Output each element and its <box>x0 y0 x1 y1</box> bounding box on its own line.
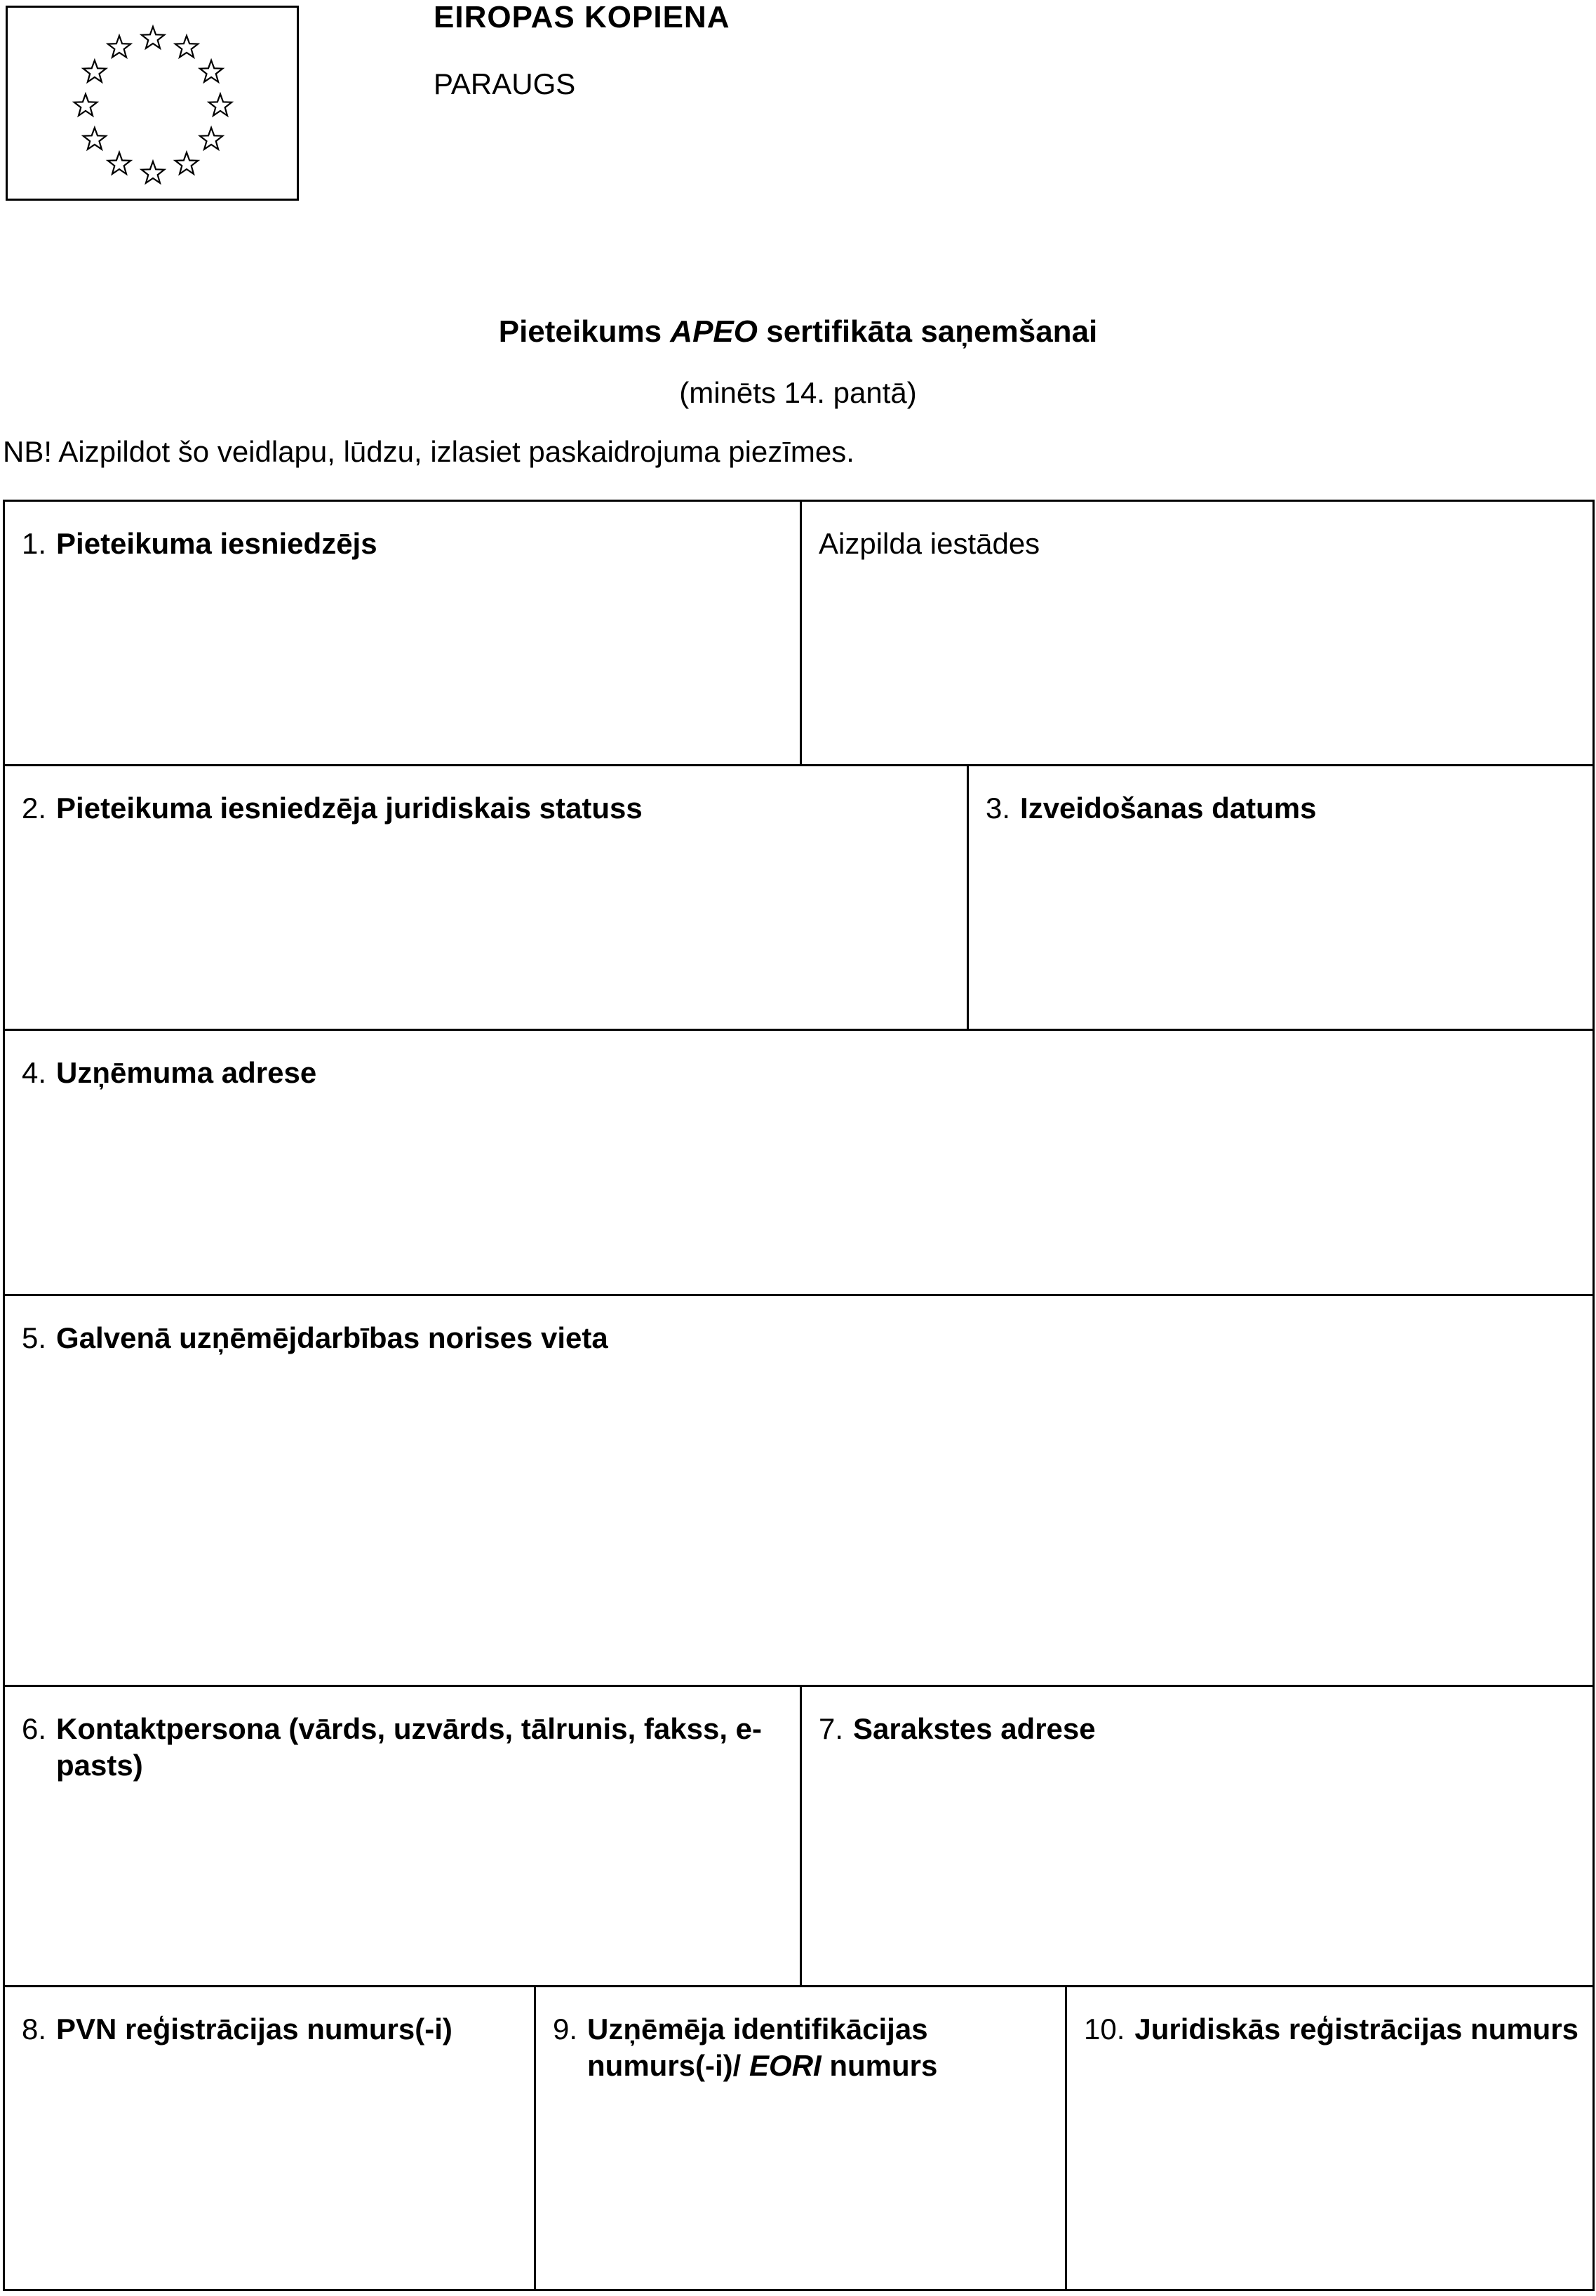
box-5-label: Galvenā uzņēmējdarbības norises vieta <box>56 1321 608 1354</box>
box-4-label: Uzņēmuma adrese <box>56 1056 317 1089</box>
star-icon <box>83 128 106 149</box>
star-icon <box>175 152 198 174</box>
box-7-label: Sarakstes adrese <box>853 1712 1096 1745</box>
box-10-label: Juridiskās reģistrācijas numurs <box>1134 2013 1579 2045</box>
box-3-label: Izveidošanas datums <box>1020 792 1317 825</box>
box-9-label: Uzņēmēja identifikācijas numurs(-i)/ EORI numurs <box>587 2013 938 2082</box>
box-authority-use <box>800 500 1595 766</box>
box-6-contact-person[interactable]: 6. Kontaktpersona (vārds, uzvārds, tālrunis, fakss, e-pasts) <box>3 1685 802 1987</box>
box-1-label: Pieteikuma iesniedzējs <box>56 527 377 560</box>
box-7-correspondence-address[interactable]: 7. Sarakstes adrese <box>800 1685 1595 1987</box>
star-icon <box>142 27 164 48</box>
eori-acronym: EORI <box>749 2049 822 2082</box>
box-2-label: Pieteikuma iesniedzēja juridiskais statuss <box>56 792 643 825</box>
box-8-label: PVN reģistrācijas numurs(-i) <box>56 2013 452 2045</box>
box-8-vat-number[interactable]: 8. PVN reģistrācijas numurs(-i) <box>3 1985 536 2291</box>
eu-flag <box>6 6 299 201</box>
star-icon <box>83 60 106 82</box>
star-icon <box>74 94 97 116</box>
eu-stars-flag-icon <box>8 8 297 199</box>
form-title: Pieteikums APEO sertifikāta saņemšanai <box>498 314 1098 349</box>
star-icon <box>209 94 232 116</box>
star-icon <box>142 161 164 183</box>
box-5-main-place-of-business[interactable]: 5. Galvenā uzņēmējdarbības norises vieta <box>3 1294 1595 1687</box>
authority-label: Aizpilda iestādes <box>819 527 1040 560</box>
form-subtitle: (minēts 14. pantā) <box>679 376 917 409</box>
star-icon <box>108 36 130 58</box>
box-1-applicant[interactable]: 1. Pieteikuma iesniedzējs <box>3 500 802 766</box>
box-2-legal-status[interactable]: 2. Pieteikuma iesniedzēja juridiskais statuss <box>3 764 969 1031</box>
title-acronym: APEO <box>670 314 758 349</box>
form-note: NB! Aizpildot šo veidlapu, lūdzu, izlasiet paskaidrojuma piezīmes. <box>3 435 854 468</box>
box-9-trader-id-number[interactable]: 9. Uzņēmēja identifikācijas numurs(-i)/ EORI numurs <box>534 1985 1067 2291</box>
star-icon <box>108 152 130 174</box>
star-icon <box>200 128 222 149</box>
star-icon <box>200 60 222 82</box>
issuer-title: EIROPAS KOPIENA <box>434 0 730 34</box>
box-6-label: Kontaktpersona (vārds, uzvārds, tālrunis, fakss, e-pasts) <box>56 1712 763 1782</box>
box-10-legal-registration-number[interactable]: 10. Juridiskās reģistrācijas numurs <box>1065 1985 1595 2291</box>
box-4-company-address[interactable]: 4. Uzņēmuma adrese <box>3 1029 1595 1296</box>
star-icon <box>175 36 198 58</box>
specimen-label: PARAUGS <box>434 67 576 100</box>
box-3-establishment-date[interactable]: 3. Izveidošanas datums <box>967 764 1595 1031</box>
